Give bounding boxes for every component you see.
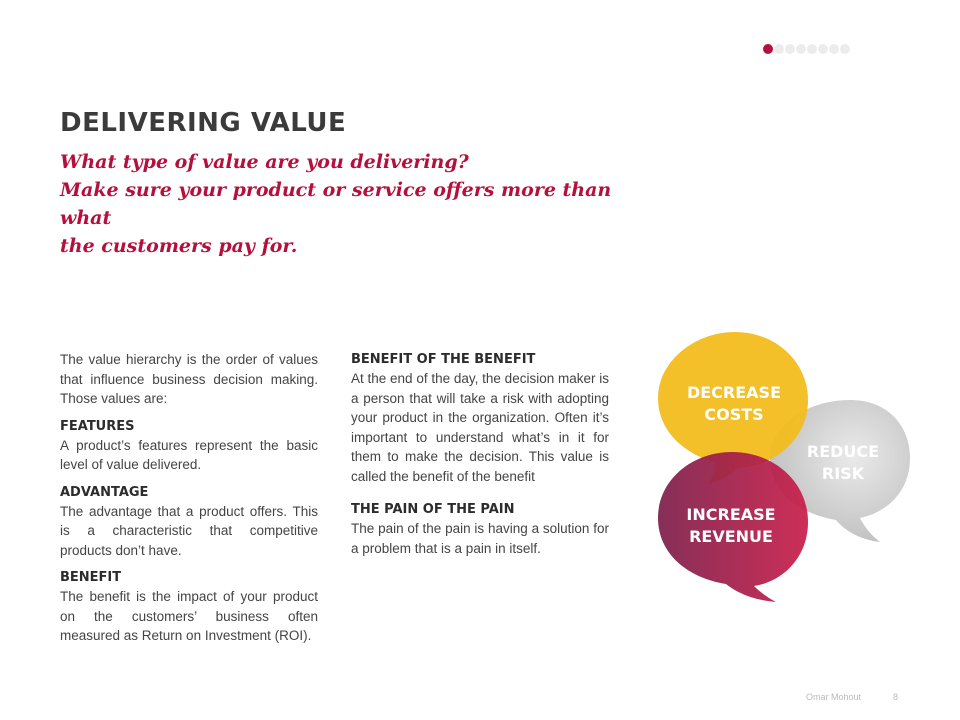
pagination-dot bbox=[763, 44, 773, 54]
benefit-heading: BENEFIT bbox=[60, 570, 122, 585]
footer-page-number: 8 bbox=[893, 692, 899, 702]
footer-author: Omar Mohout bbox=[806, 692, 862, 702]
subtitle-line-3: the customers pay for. bbox=[60, 235, 298, 257]
intro-paragraph: The value hierarchy is the order of values that influence business decision making. Those values are: bbox=[60, 352, 318, 406]
advantage-paragraph: The advantage that a product offers. This is a characteristic that competitive products don’t have. bbox=[60, 503, 318, 558]
bubble-decrease-costs-line2: COSTS bbox=[704, 405, 764, 424]
pagination-dot bbox=[840, 44, 850, 54]
pain-of-pain-paragraph: The pain of the pain is having a solution for a problem that is a pain in itself. bbox=[351, 521, 609, 556]
page-subtitle bbox=[60, 148, 660, 260]
bubble-reduce-risk-line1: REDUCE bbox=[806, 442, 880, 461]
bubble-increase-revenue-line2: REVENUE bbox=[689, 527, 773, 546]
features-paragraph: A product’s features represent the basic level of value delivered. bbox=[60, 437, 318, 472]
bubble-decrease-costs-line1: DECREASE bbox=[686, 383, 782, 402]
bubble-increase-revenue-line1: INCREASE bbox=[686, 505, 776, 524]
pagination-dots bbox=[763, 44, 850, 54]
advantage-heading: ADVANTAGE bbox=[60, 484, 149, 500]
pagination-dot bbox=[785, 44, 795, 54]
value-bubbles-graphic bbox=[650, 328, 920, 608]
benefit-paragraph: The benefit is the impact of your product on the customers’ business often measured as Return on Investment (ROI). bbox=[60, 589, 318, 643]
bubble-increase-revenue bbox=[658, 452, 808, 602]
subtitle-line-1: What type of value are you delivering? bbox=[60, 151, 469, 173]
bubble-reduce-risk-line2: RISK bbox=[821, 464, 865, 483]
pagination-dot bbox=[774, 44, 784, 54]
subtitle-line-2: Make sure your product or service offers more than what bbox=[60, 179, 612, 229]
features-heading: FEATURES bbox=[60, 418, 135, 434]
pain-of-pain-heading: THE PAIN OF THE PAIN bbox=[351, 502, 515, 517]
benefit-of-benefit-heading: BENEFIT OF THE BENEFIT bbox=[351, 352, 536, 367]
page-title: DELIVERING VALUE bbox=[60, 108, 347, 138]
benefit-of-benefit-paragraph: At the end of the day, the decision maker is a person that will take a risk with adopting your product in the organization. Often it’s important to understand what’s in it for them to make the decision. This value is called the benefit of the benefit bbox=[351, 371, 609, 484]
pagination-dot bbox=[796, 44, 806, 54]
pagination-dot bbox=[829, 44, 839, 54]
text-column-right bbox=[351, 350, 609, 558]
pagination-dot bbox=[818, 44, 828, 54]
text-column-left bbox=[60, 350, 318, 646]
pagination-dot bbox=[807, 44, 817, 54]
